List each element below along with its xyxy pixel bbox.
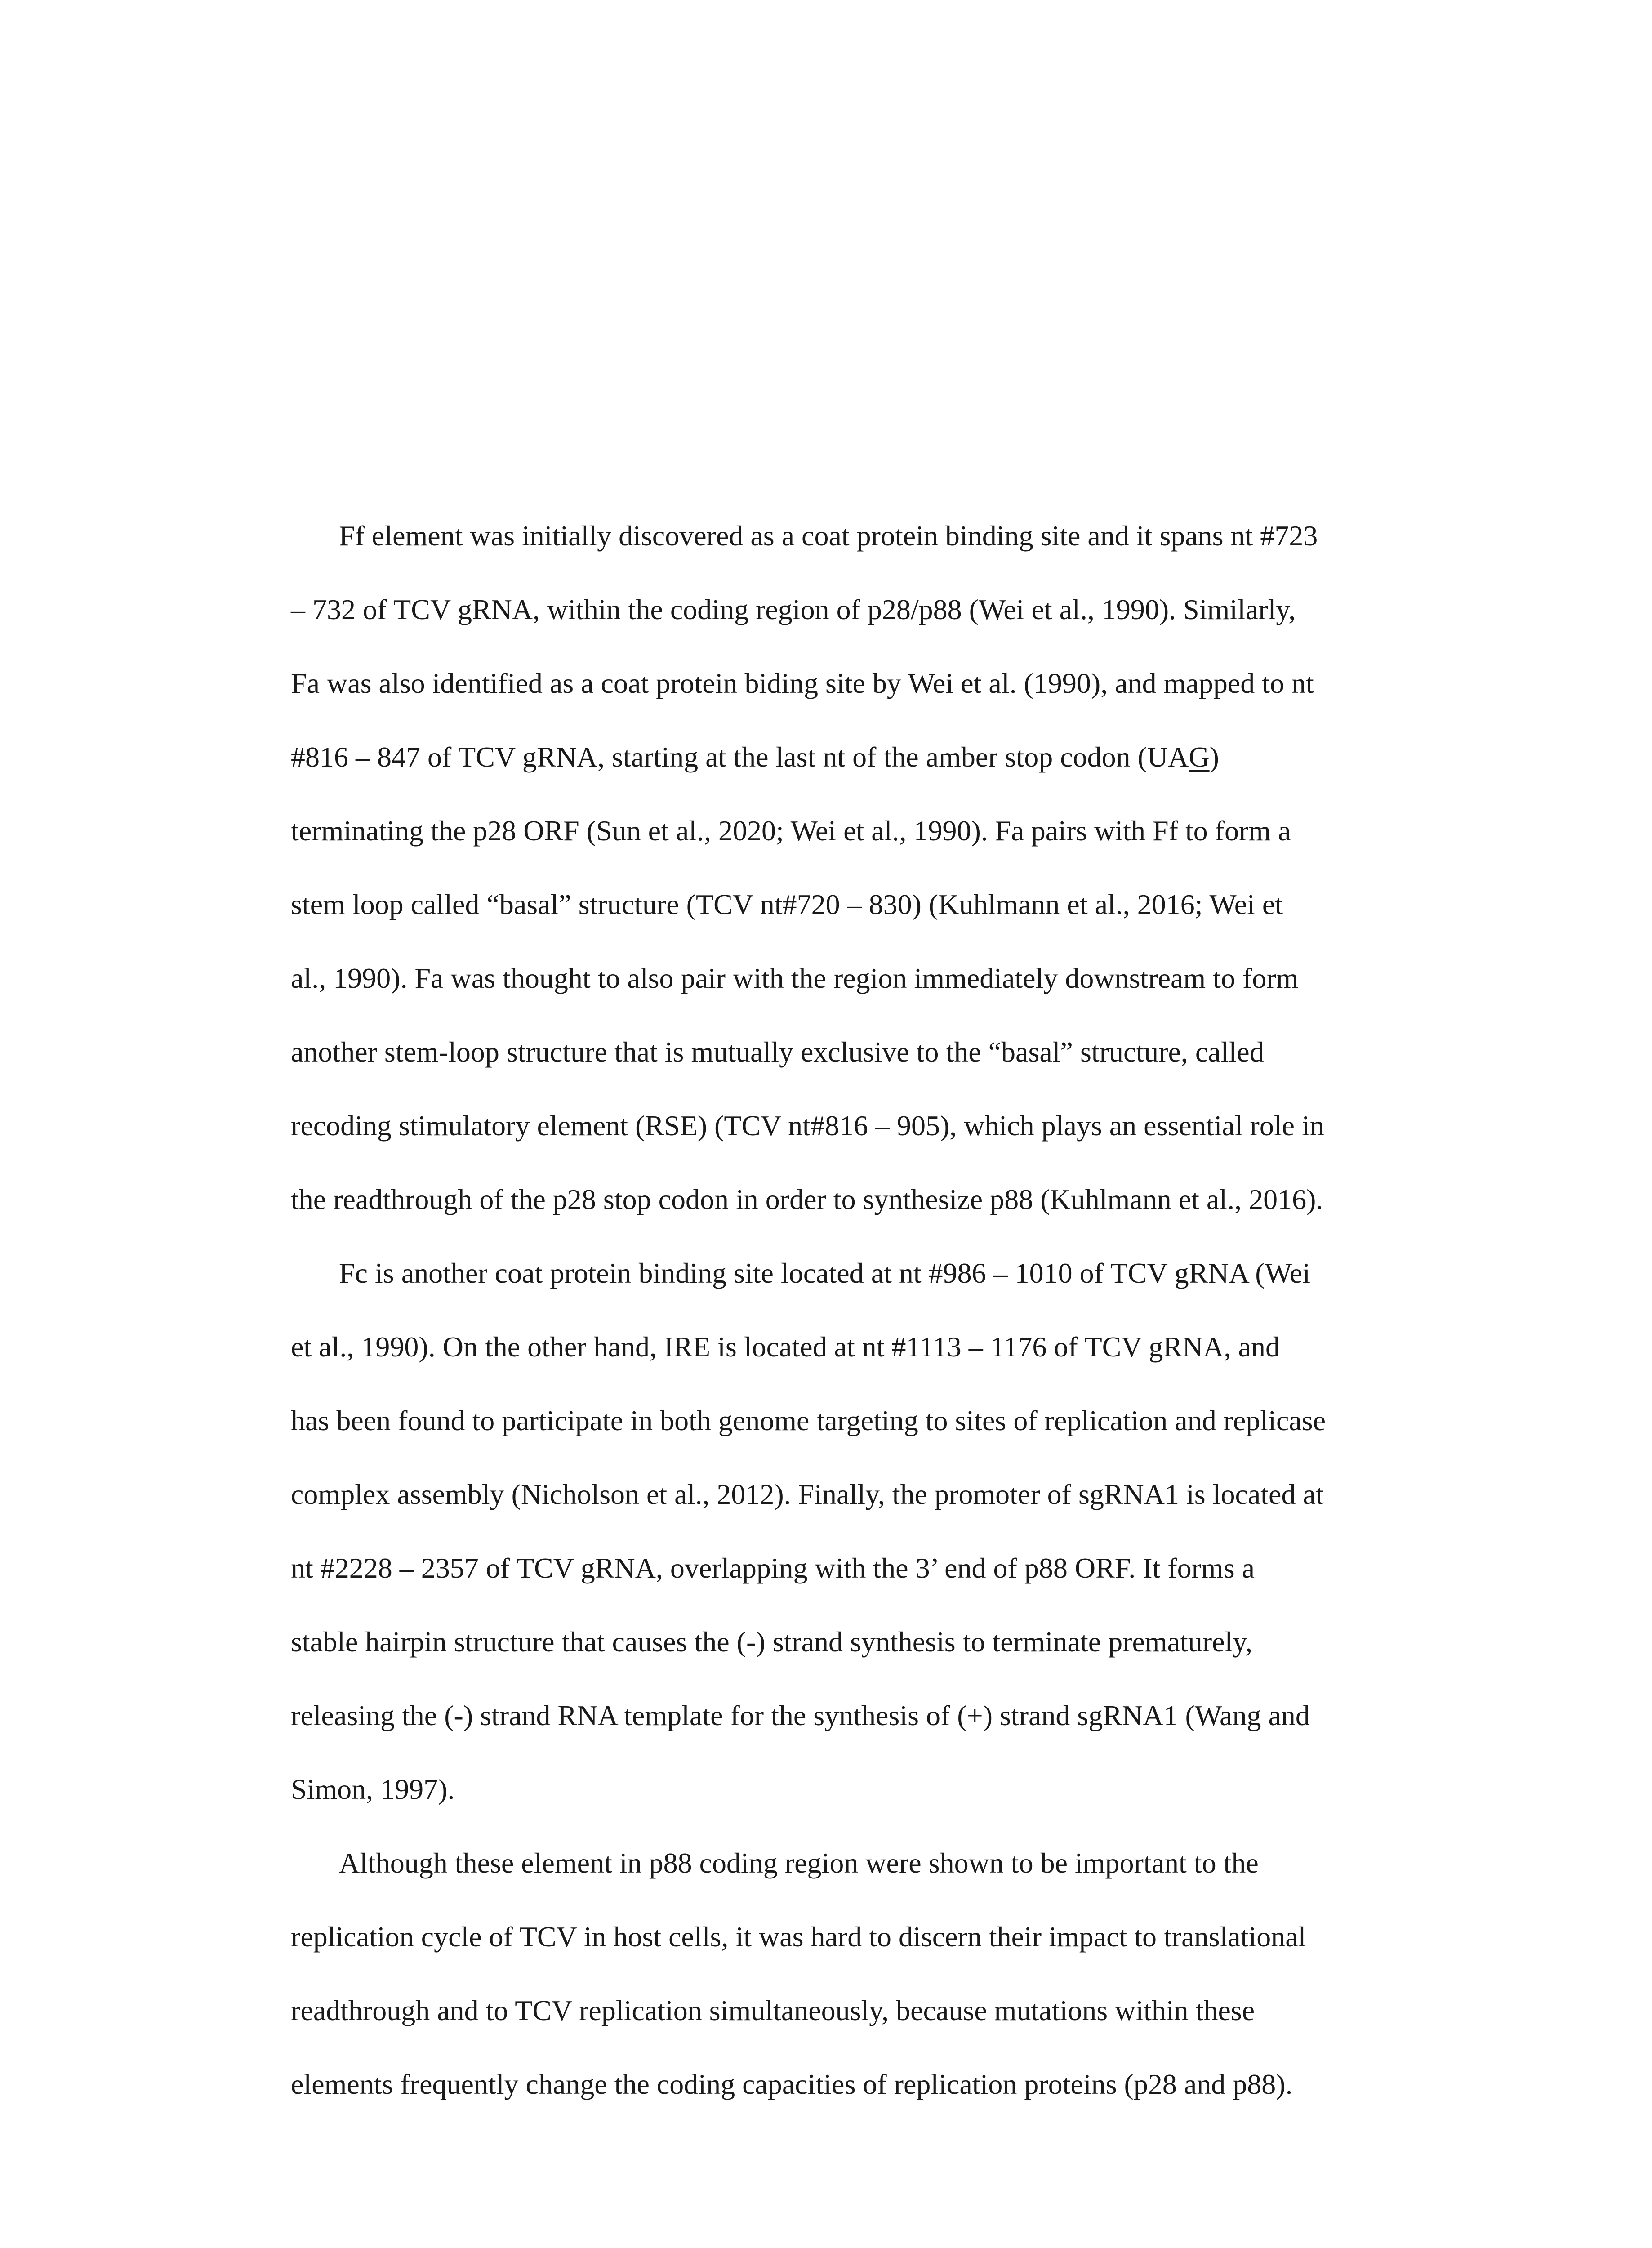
line-text-after-underline: )	[1209, 741, 1219, 773]
paragraph-3-line-4: elements frequently change the coding capacities of replication proteins (p28 and p88).	[291, 2068, 1293, 2100]
paragraph-2-line-7: releasing the (-) strand RNA template for the synthesis of (+) strand sgRNA1 (Wang and	[291, 1699, 1310, 1731]
paragraph-2-line-4: complex assembly (Nicholson et al., 2012). Finally, the promoter of sgRNA1 is located at	[291, 1478, 1324, 1510]
paragraph-1-line-4	[291, 720, 1446, 794]
paragraph-2-line-6: stable hairpin structure that causes the (-) strand synthesis to terminate prematurely,	[291, 1626, 1253, 1658]
paragraph-1-line-5: terminating the p28 ORF (Sun et al., 2020; Wei et al., 1990). Fa pairs with Ff to form a	[291, 815, 1291, 847]
line-text-before-underline: #816 – 847 of TCV gRNA, starting at the last nt of the amber stop codon (UA	[291, 741, 1189, 773]
paragraph-1-line-8: another stem-loop structure that is mutually exclusive to the “basal” structure, called	[291, 1036, 1264, 1068]
paragraph-1-line-1: Ff element was initially discovered as a coat protein binding site and it spans nt #723	[339, 520, 1318, 552]
paragraph-2-line-5: nt #2228 – 2357 of TCV gRNA, overlapping with the 3’ end of p88 ORF. It forms a	[291, 1552, 1255, 1584]
paragraph-2-line-3: has been found to participate in both genome targeting to sites of replication and replicase	[291, 1405, 1326, 1436]
body-text	[291, 499, 1446, 2121]
paragraph-2-line-1: Fc is another coat protein binding site located at nt #986 – 1010 of TCV gRNA (Wei	[339, 1257, 1311, 1289]
paragraph-3-line-2: replication cycle of TCV in host cells, it was hard to discern their impact to translational	[291, 1921, 1306, 1953]
paragraph-1-line-2: – 732 of TCV gRNA, within the coding region of p28/p88 (Wei et al., 1990). Similarly,	[291, 593, 1296, 625]
paragraph-2-line-8: Simon, 1997).	[291, 1773, 455, 1805]
paragraph-1-line-9: recoding stimulatory element (RSE) (TCV nt#816 – 905), which plays an essential role in	[291, 1110, 1324, 1142]
paragraph-1-line-10: the readthrough of the p28 stop codon in order to synthesize p88 (Kuhlmann et al., 2016).	[291, 1183, 1323, 1215]
paragraph-1-line-7: al., 1990). Fa was thought to also pair with the region immediately downstream to form	[291, 962, 1299, 994]
paragraph-3-line-1: Although these element in p88 coding region were shown to be important to the	[339, 1847, 1259, 1879]
paragraph-2-line-2: et al., 1990). On the other hand, IRE is located at nt #1113 – 1176 of TCV gRNA, and	[291, 1331, 1280, 1363]
paragraph-3-line-3: readthrough and to TCV replication simultaneously, because mutations within these	[291, 1994, 1255, 2026]
underlined-nucleotide: G	[1189, 741, 1210, 773]
paragraph-1-line-6: stem loop called “basal” structure (TCV nt#720 – 830) (Kuhlmann et al., 2016; Wei et	[291, 888, 1283, 920]
paragraph-1-line-3: Fa was also identified as a coat protein biding site by Wei et al. (1990), and mapped to nt	[291, 667, 1314, 699]
